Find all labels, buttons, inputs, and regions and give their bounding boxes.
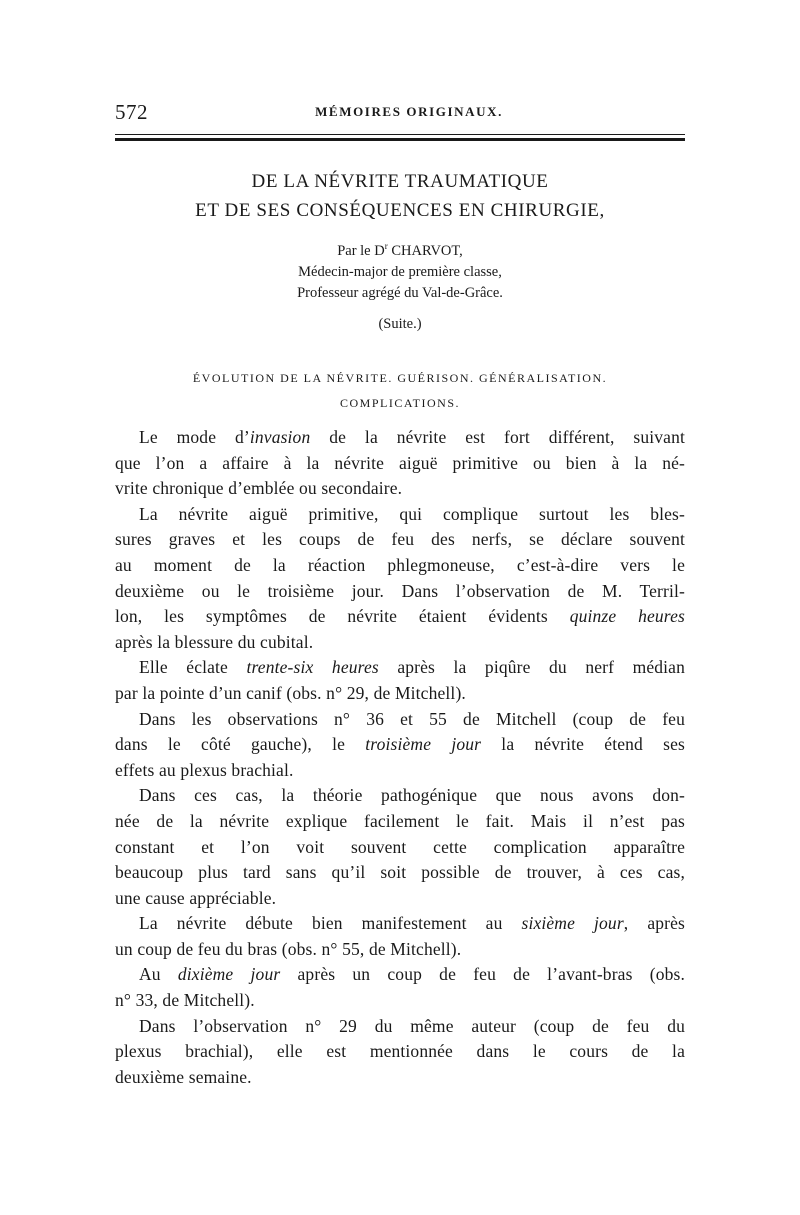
paragraph-line: vrite chronique d’emblée ou secondaire. <box>115 478 403 499</box>
byline-sup: r <box>384 241 388 251</box>
body-text <box>115 425 685 1090</box>
paragraph-line: née de la névrite explique facilement le fait. Mais il n’est pas <box>115 810 685 831</box>
title-line-2: ET DE SES CONSÉQUENCES EN CHIRURGIE, <box>195 200 605 221</box>
paragraph-line: Le mode d’invasion de la névrite est fort différent, suivant <box>139 427 685 447</box>
paragraph-line: Dans les observations n° 36 et 55 de Mitchell (coup de feu <box>139 708 685 729</box>
paragraph-line: effets au plexus brachial. <box>115 759 294 780</box>
page-number: 572 <box>115 100 148 124</box>
paragraph-line: Elle éclate trente-six heures après la piqûre du nerf médian <box>139 657 686 678</box>
paragraph-line: lon, les symptômes de névrite étaient évidents quinze heures <box>115 606 685 627</box>
author-position: Professeur agrégé du Val-de-Grâce. <box>297 284 503 301</box>
section-heading-line-2: COMPLICATIONS. <box>339 396 460 410</box>
paragraph-line: que l’on a affaire à la névrite aiguë primitive ou bien à la né- <box>115 452 685 473</box>
paragraph-line: beaucoup plus tard sans qu’il soit possible de trouver, à ces cas, <box>115 862 685 883</box>
paragraph-line: un coup de feu du bras (obs. n° 55, de Mitchell). <box>115 938 462 959</box>
paragraph-line: La névrite aiguë primitive, qui complique surtout les bles- <box>139 503 685 524</box>
author-byline <box>115 236 685 262</box>
section-heading-line-1: ÉVOLUTION DE LA NÉVRITE. GUÉRISON. GÉNÉRALISATION. <box>192 371 608 385</box>
section-heading <box>115 366 685 416</box>
paragraph-line: n° 33, de Mitchell). <box>115 990 255 1011</box>
paragraph-line: constant et l’on voit souvent cette complication apparaître <box>115 836 685 857</box>
article-title <box>115 167 685 225</box>
byline-prefix: Par le D <box>337 242 385 259</box>
author-name: CHARVOT, <box>387 242 463 259</box>
paragraph-line: au moment de la réaction phlegmoneuse, c’est-à-dire vers le <box>115 554 685 575</box>
paragraph-line: dans le côté gauche), le troisième jour la névrite étend ses <box>115 734 685 755</box>
paragraph-line: plexus brachial), elle est mentionnée dans le cours de la <box>115 1041 685 1062</box>
paragraph-line: par la pointe d’un canif (obs. n° 29, de Mitchell). <box>115 682 466 703</box>
author-rank: Médecin-major de première classe, <box>298 263 502 280</box>
paragraph-line: Dans l’observation n° 29 du même auteur (coup de feu du <box>139 1015 685 1036</box>
running-head <box>115 100 685 130</box>
header-rule-thin <box>115 134 685 135</box>
paragraph-line: après la blessure du cubital. <box>115 631 314 652</box>
title-line-1: DE LA NÉVRITE TRAUMATIQUE <box>251 171 549 192</box>
header-rule-thick <box>115 138 685 141</box>
paragraph-line: Au dixième jour après un coup de feu de l’avant-bras (obs. <box>139 964 686 985</box>
paragraph-line: deuxième ou le troisième jour. Dans l’observation de M. Terril- <box>115 580 685 601</box>
running-title: MÉMOIRES ORIGINAUX. <box>315 104 503 119</box>
paragraph-line: sures graves et les coups de feu des nerfs, se déclare souvent <box>115 529 685 550</box>
continuation-note: (Suite.) <box>378 316 422 332</box>
paragraph-line: Dans ces cas, la théorie pathogénique que nous avons don- <box>139 785 685 806</box>
paragraph-line: La névrite débute bien manifestement au sixième jour, après <box>139 913 685 934</box>
author-block <box>115 236 685 304</box>
paragraph-line: deuxième semaine. <box>115 1066 252 1087</box>
paragraph-line: une cause appréciable. <box>115 887 277 908</box>
